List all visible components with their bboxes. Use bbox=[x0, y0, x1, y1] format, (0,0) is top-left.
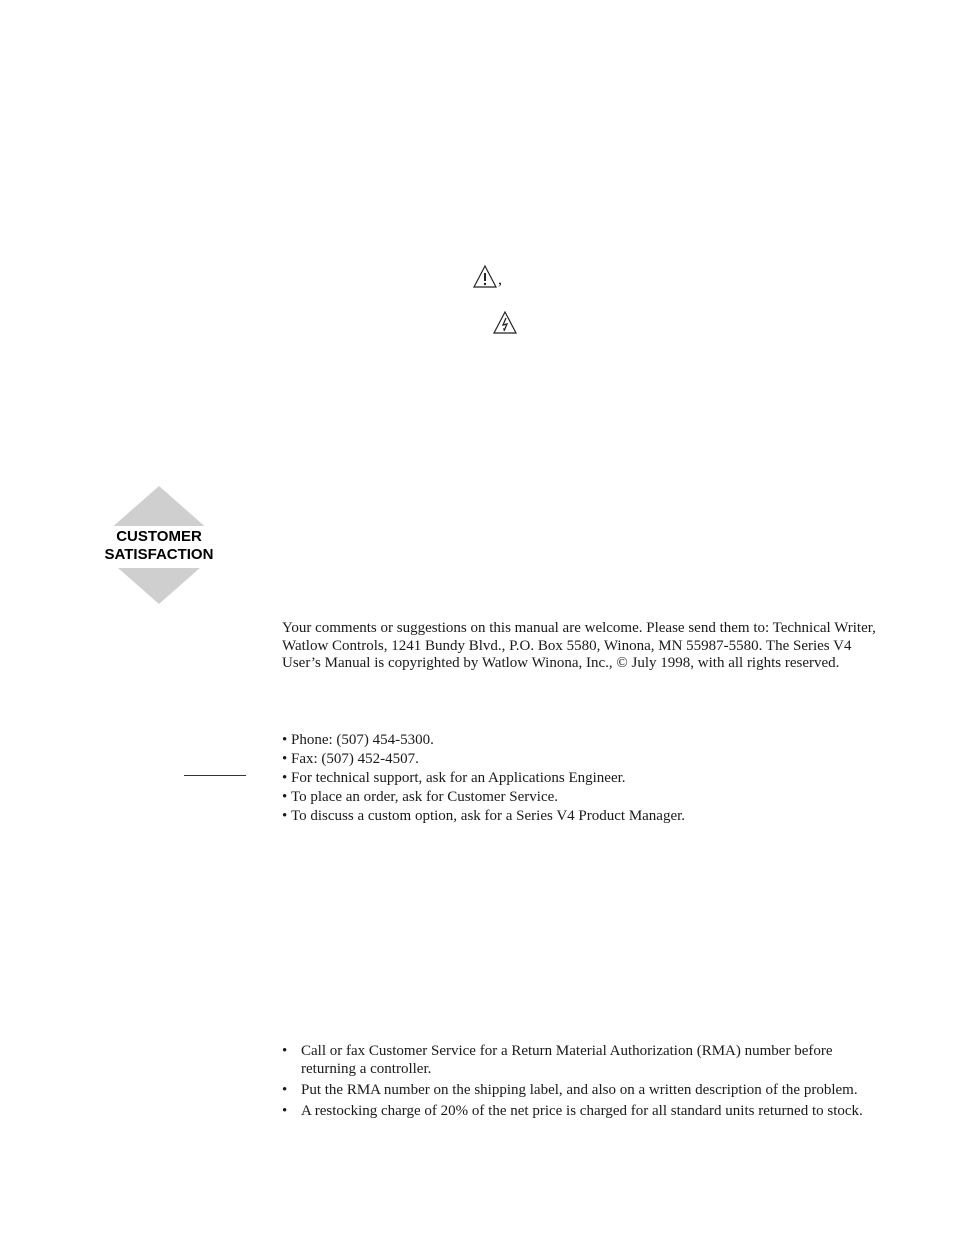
feedback-paragraph: Your comments or suggestions on this manual are welcome. Please send them to: Technical Writer, Watlow Controls, 1241 Bundy Blvd., P.O. Box 5580, Winona, MN 55987-5580. The Series V4 User’s Manual is copyrighted by Watlow Winona, Inc., © July 1998, with all rights reserved. bbox=[282, 620, 876, 671]
badge-line-2: SATISFACTION bbox=[104, 546, 214, 563]
contact-list bbox=[282, 731, 882, 826]
returns-item-rma: • Call or fax Customer Service for a Return Material Authorization (RMA) number before returning a controller. bbox=[282, 1042, 872, 1078]
contact-item-orders: • To place an order, ask for Customer Service. bbox=[282, 788, 882, 807]
contact-item-technical-support: • For technical support, ask for an Applications Engineer. bbox=[282, 769, 882, 788]
badge-line-1: CUSTOMER bbox=[116, 528, 202, 545]
contact-item-phone: • Phone: (507) 454-5300. bbox=[282, 731, 882, 750]
margin-divider bbox=[184, 775, 246, 776]
returns-list bbox=[282, 1042, 872, 1123]
contact-item-fax: • Fax: (507) 452-4507. bbox=[282, 750, 882, 769]
returns-item-shipping-label: • Put the RMA number on the shipping label, and also on a written description of the problem. bbox=[282, 1081, 872, 1099]
returns-item-restocking: • A restocking charge of 20% of the net price is charged for all standard units returned to stock. bbox=[282, 1102, 872, 1120]
customer-satisfaction-badge bbox=[92, 486, 226, 604]
icon-separator-comma: , bbox=[498, 271, 502, 288]
badge-label bbox=[92, 528, 226, 564]
electrical-hazard-icon bbox=[492, 310, 518, 336]
contact-item-custom-option: • To discuss a custom option, ask for a Series V4 Product Manager. bbox=[282, 807, 882, 826]
warning-triangle-icon bbox=[472, 264, 498, 290]
